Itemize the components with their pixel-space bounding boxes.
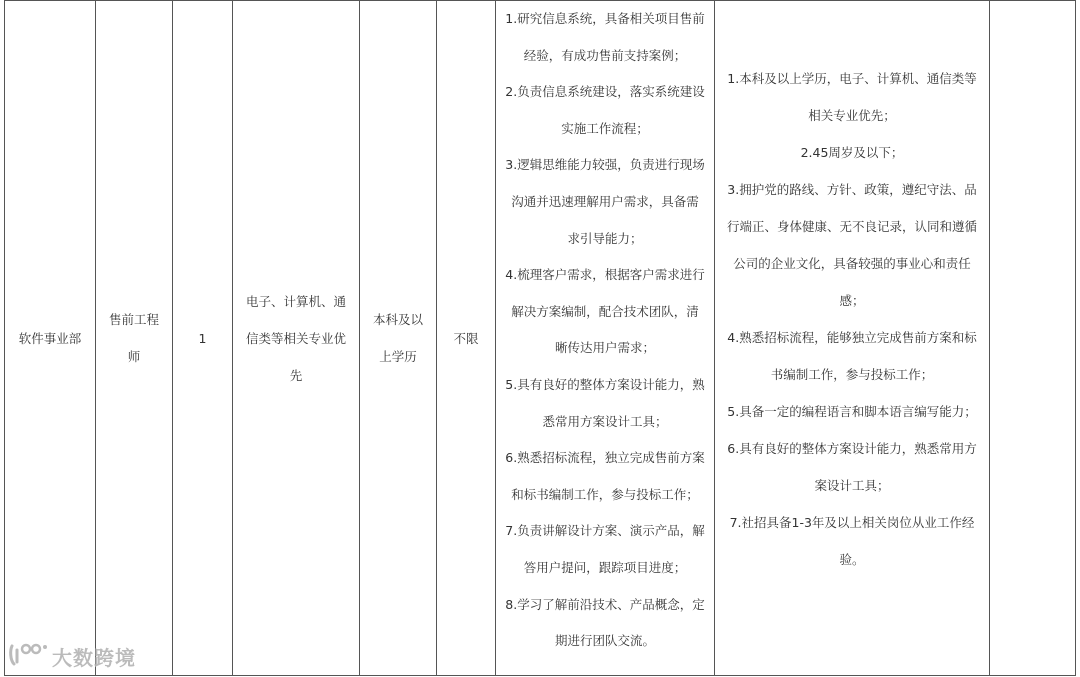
requirements-cell	[715, 1, 990, 676]
duty-line: 2.负责信息系统建设，落实系统建设	[505, 84, 705, 100]
education-cell	[360, 1, 437, 676]
requirement-line: 感；	[839, 293, 865, 308]
requirement-line: 3.拥护党的路线、方针、政策，遵纪守法、品	[727, 182, 977, 197]
headcount-cell	[173, 1, 233, 676]
headcount-text: 1	[198, 330, 207, 346]
major-cell	[233, 1, 360, 676]
duty-line: 7.负责讲解设计方案、演示产品，解	[505, 523, 705, 539]
watermark-text: 大数跨境	[52, 645, 136, 670]
requirement-line: 4.熟悉招标流程，能够独立完成售前方案和标	[727, 330, 977, 345]
requirement-line: 相关专业优先；	[808, 108, 896, 123]
requirement-line: 6.具有良好的整体方案设计能力，熟悉常用方	[727, 441, 977, 456]
duty-line: 沟通并迅速理解用户需求，具备需	[511, 193, 699, 209]
duty-line: 期进行团队交流。	[554, 633, 655, 649]
requirement-line: 行端正、身体健康、无不良记录，认同和遵循	[726, 219, 977, 234]
job-table	[4, 0, 1076, 676]
duty-line: 和标书编制工作，参与投标工作；	[511, 486, 699, 502]
position-cell	[96, 1, 173, 676]
experience-text: 不限	[453, 330, 479, 346]
duty-line: 8.学习了解前沿技术、产品概念，定	[505, 596, 705, 612]
duties-cell	[496, 1, 715, 676]
experience-cell	[437, 1, 496, 676]
table-row	[5, 1, 1076, 676]
requirement-line: 7.社招具备1-3年及以上相关岗位从业工作经	[729, 515, 975, 530]
requirement-line: 2.45周岁及以下；	[800, 145, 904, 160]
position-line: 售前工程	[108, 312, 159, 327]
major-line: 电子、计算机、通	[245, 293, 346, 309]
duty-line: 求引导能力；	[567, 230, 643, 246]
duty-line: 悉常用方案设计工具；	[542, 413, 668, 429]
remarks-cell	[990, 1, 1076, 676]
requirement-line: 5.具备一定的编程语言和脚本语言编写能力；	[727, 404, 977, 419]
major-line: 信类等相关专业优	[245, 330, 346, 346]
duty-line: 答用户提问，跟踪项目进度；	[523, 559, 687, 575]
education-line: 本科及以	[372, 312, 423, 327]
requirement-line: 案设计工具；	[814, 478, 890, 493]
department-text: 软件事业部	[18, 330, 82, 346]
duty-line: 实施工作流程；	[561, 120, 649, 136]
requirement-line: 书编制工作，参与投标工作；	[770, 367, 934, 382]
position-line: 师	[127, 349, 141, 364]
duty-line: 晰传达用户需求；	[554, 340, 655, 356]
education-line: 上学历	[379, 349, 417, 364]
duty-line: 4.梳理客户需求，根据客户需求进行	[505, 267, 705, 283]
duty-line: 1.研究信息系统，具备相关项目售前	[505, 11, 705, 26]
duty-line: 5.具有良好的整体方案设计能力，熟	[505, 376, 705, 392]
duty-line: 经验，有成功售前支持案例；	[523, 47, 687, 63]
requirement-line: 验。	[839, 552, 865, 567]
requirement-line: 1.本科及以上学历，电子、计算机、通信类等	[727, 71, 977, 86]
requirement-line: 公司的企业文化，具备较强的事业心和责任	[733, 256, 971, 271]
major-line: 先	[289, 367, 303, 383]
duty-line: 解决方案编制，配合技术团队，清	[511, 303, 699, 319]
duty-line: 6.熟悉招标流程，独立完成售前方案	[505, 450, 705, 466]
department-cell	[5, 1, 96, 676]
duty-line: 3.逻辑思维能力较强，负责进行现场	[505, 157, 705, 173]
